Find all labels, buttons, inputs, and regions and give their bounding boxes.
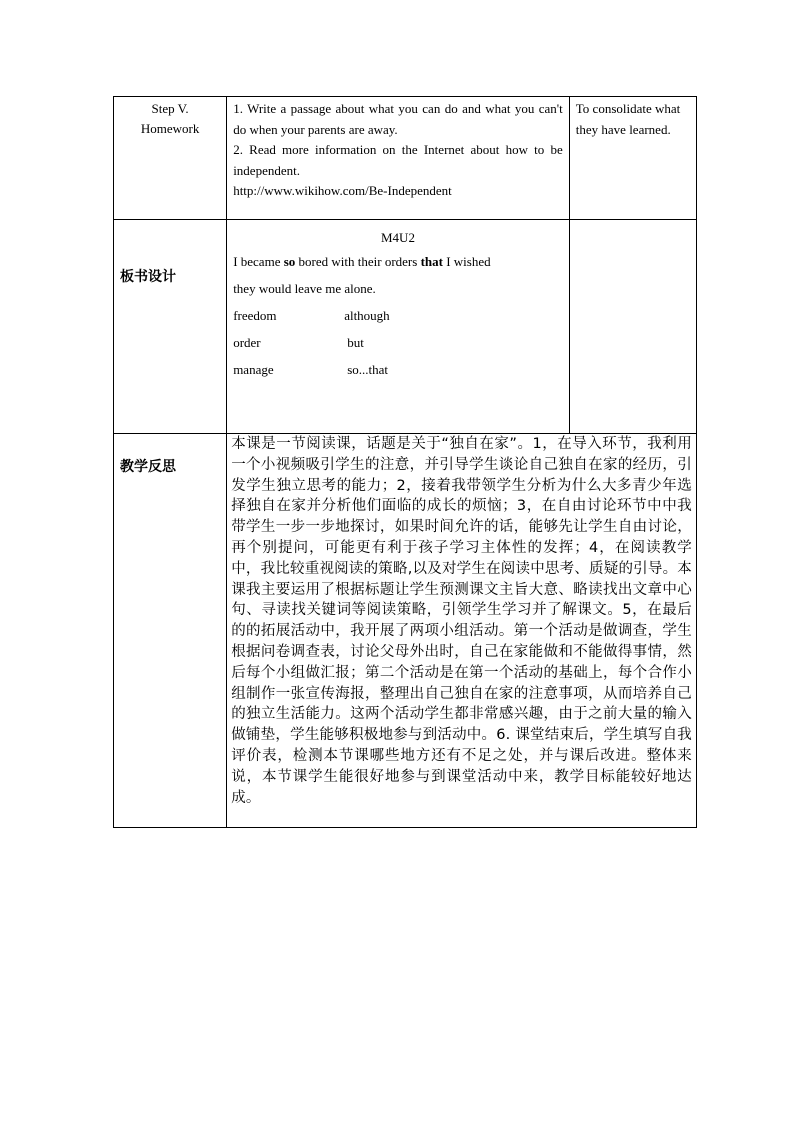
step-number: Step V.: [151, 101, 189, 116]
board-design-empty-cell: [569, 220, 696, 434]
homework-row: [114, 97, 697, 220]
homework-link: http://www.wikihow.com/Be-Independent: [233, 183, 452, 198]
step-cell: [114, 97, 227, 220]
board-design-content-cell: [227, 220, 570, 434]
homework-purpose: To consolidate what they have learned.: [575, 101, 681, 137]
homework-tasks-cell: [227, 97, 570, 220]
reflection-row: [114, 434, 697, 828]
reflection-label: 教学反思: [120, 459, 176, 475]
reflection-text: 本课是一节阅读课，话题是关于“独自在家”。1，在导入环节，我利用一个小视频吸引学生的注意，并引导学生谈论自己独自在家的经历，引发学生独立思考的能力；2，接着我带领学生分析为什么大多青少年选择独自在家并分析他们面临的成长的烦恼；3，在自由讨论环节中中我带学生一步一步地探讨，如果时间允许的话，能够先让学生自由讨论，再个别提问，可能更有利于孩子学习主体性的发挥；4，在阅读教学中，我比较重视阅读的策略,以及对学生在阅读中思考、质疑的引导。本课我主要运用了根据标题让学生预测课文主旨大意、略读找出文章中心句、寻读找关键词等阅读策略，引领学生学习并了解课文。5，在最后的的拓展活动中，我开展了两项小组活动。第一个活动是做调查，学生根据问卷调查表，讨论父母外出时，自己在家能做和不能做得事情，然后每个小组做汇报；第二个活动是在第一个活动的基础上，每个合作小组制作一张宣传海报，整理出自己独自在家的注意事项，从而培养自己的独立生活能力。这两个活动学生都非常感兴趣，由于之前大量的输入做铺垫，学生能够积极地参与到活动中。6. 课堂结束后，学生填写自我评价表，检测本节课哪些地方还有不足之处，并与课后改进。整体来说，本节课学生能很好地参与到课堂活动中来，教学目标能较好地达成。: [231, 436, 692, 806]
board-sentence-line2: they would leave me alone.: [233, 281, 376, 296]
board-sentence-line1: I became so bored with their orders that I wished: [233, 254, 491, 269]
board-unit-title: M4U2: [381, 230, 415, 245]
board-design-label: 板书设计: [120, 269, 176, 285]
homework-task-1: 1. Write a passage about what you can do and what you can't do when your parents are away.: [233, 101, 563, 137]
homework-purpose-cell: [569, 97, 696, 220]
board-keyword-so: so: [283, 254, 296, 269]
board-keyword-that: that: [420, 254, 443, 269]
board-word-pair: manage so...that: [233, 362, 388, 377]
homework-task-2: 2. Read more information on the Internet about how to be independent.: [233, 142, 563, 178]
board-word-pair: freedom although: [233, 308, 390, 323]
reflection-label-cell: [114, 434, 227, 828]
board-design-label-cell: [114, 220, 227, 434]
reflection-text-cell: [227, 434, 697, 828]
lesson-plan-table: [113, 96, 697, 828]
step-title: Homework: [140, 121, 200, 136]
board-design-row: [114, 220, 697, 434]
board-word-pair: order but: [233, 335, 364, 350]
